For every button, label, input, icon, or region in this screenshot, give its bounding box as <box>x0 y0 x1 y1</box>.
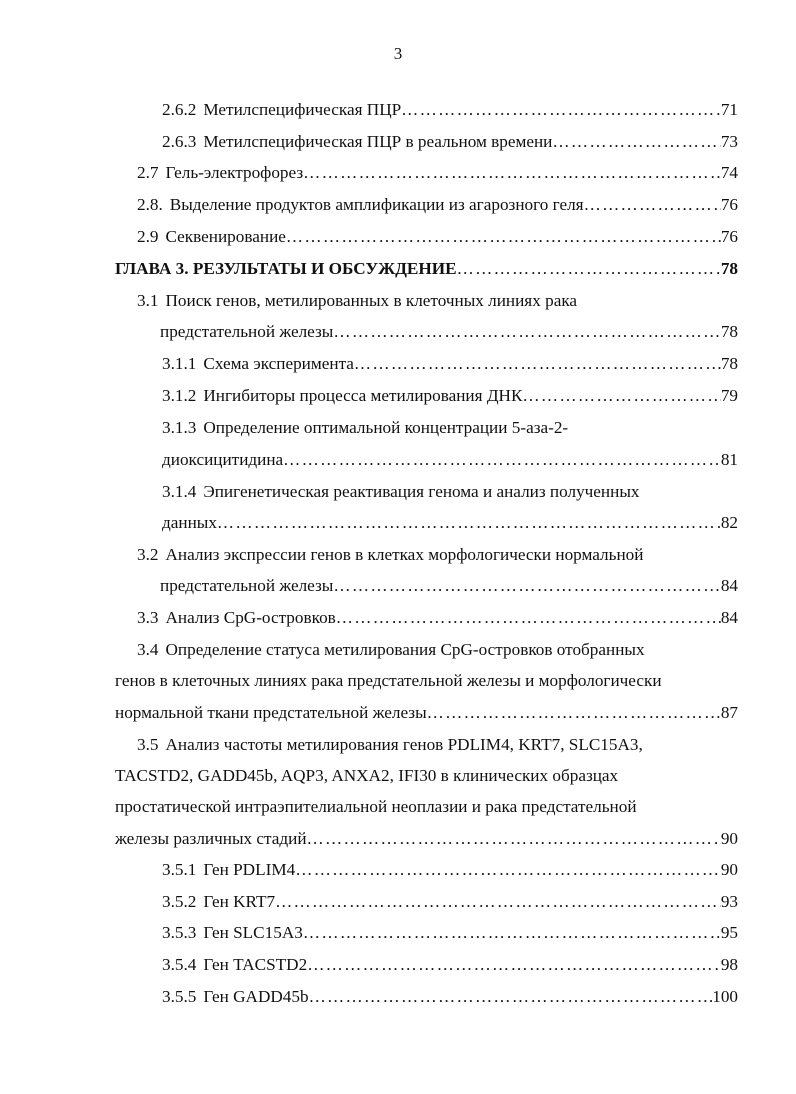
toc-page: 98 <box>720 955 738 974</box>
toc-title: Анализ экспрессии генов в клетках морфологически нормальной <box>165 545 644 564</box>
toc-page: 78 <box>720 259 738 278</box>
dot-leader <box>283 450 721 470</box>
toc-title: Определение оптимальной концентрации 5-аза-2- <box>203 418 569 437</box>
toc-entry-3-2-line2 <box>160 576 738 602</box>
toc-title-continued: железы различных стадий <box>115 829 307 848</box>
toc-title: Ген SLC15A3 <box>203 923 303 942</box>
toc-page: 76 <box>720 227 738 246</box>
toc-page: 76 <box>720 195 738 214</box>
toc-page: 71 <box>720 100 738 119</box>
toc-page: 84 <box>720 576 738 595</box>
dot-leader <box>457 259 721 279</box>
toc-page: 93 <box>720 892 738 911</box>
toc-entry-3-1-3-line1 <box>162 418 568 444</box>
dot-leader <box>307 955 721 975</box>
toc-page: 84 <box>720 608 738 627</box>
dot-leader <box>275 892 721 912</box>
toc-entry-3-1-line2 <box>160 322 738 348</box>
toc-number: 3.5.3 <box>162 923 197 942</box>
toc-number: 3.5.2 <box>162 892 197 911</box>
toc-title: Поиск генов, метилированных в клеточных линиях рака <box>165 291 578 310</box>
toc-number: 3.1.1 <box>162 354 197 373</box>
toc-number: 3.5 <box>137 735 159 754</box>
toc-title: Метилспецифическая ПЦР <box>203 100 402 119</box>
toc-title: Ингибиторы процесса метилирования ДНК <box>203 386 523 405</box>
toc-number: 3.5.5 <box>162 987 197 1006</box>
toc-page: 90 <box>720 829 738 848</box>
toc-title-continued: предстательной железы <box>160 322 334 341</box>
toc-page: 82 <box>720 513 738 532</box>
toc-title: Гель-электрофорез <box>165 163 304 182</box>
toc-title: Анализ CpG-островков <box>165 608 336 627</box>
toc-number: 3.1 <box>137 291 159 310</box>
toc-title: Ген KRT7 <box>203 892 276 911</box>
toc-entry-3-5-1 <box>162 860 738 886</box>
dot-leader <box>303 923 721 943</box>
dot-leader <box>333 322 720 342</box>
dot-leader <box>303 163 721 183</box>
toc-title-continued: данных <box>162 513 217 532</box>
dot-leader <box>286 227 721 247</box>
toc-number: 2.7 <box>137 163 159 182</box>
toc-entry-3-4-line2 <box>115 671 662 697</box>
toc-entry-3-4-line1 <box>137 640 645 666</box>
toc-title-continued: нормальной ткани предстательной железы <box>115 703 427 722</box>
dot-leader <box>307 829 721 849</box>
toc-title: Выделение продуктов амплификации из агарозного геля <box>169 195 584 214</box>
toc-page: 78 <box>720 322 738 341</box>
dot-leader <box>217 513 721 533</box>
toc-title: Эпигенетическая реактивация генома и анализ полученных <box>203 482 640 501</box>
toc-page: 78 <box>720 354 738 373</box>
toc-number: 2.6.2 <box>162 100 197 119</box>
toc-chapter-3 <box>115 259 738 285</box>
toc-entry-3-1-line1 <box>137 291 577 317</box>
toc-entry-3-5-4 <box>162 955 738 981</box>
toc-entry-3-5-5 <box>162 987 738 1013</box>
toc-title-continued: TACSTD2, GADD45b, AQP3, ANXA2, IFI30 в клинических образцах <box>115 766 619 785</box>
toc-entry-3-5-line3 <box>115 797 637 823</box>
toc-entry-3-1-1 <box>162 354 738 380</box>
toc-number: 3.1.4 <box>162 482 197 501</box>
toc-entry-3-5-line2 <box>115 766 618 792</box>
toc-entry-2-6-2 <box>162 100 738 126</box>
toc-page: 95 <box>720 923 738 942</box>
toc-page: 73 <box>720 132 738 151</box>
toc-title: Ген TACSTD2 <box>203 955 308 974</box>
dot-leader <box>401 100 721 120</box>
toc-page: 100 <box>712 987 738 1006</box>
dot-leader <box>333 576 720 596</box>
toc-title-continued: генов в клеточных линиях рака предстательной железы и морфологически <box>115 671 662 690</box>
toc-entry-3-5-2 <box>162 892 738 918</box>
toc-entry-3-1-2 <box>162 386 738 412</box>
toc-title: ГЛАВА 3. РЕЗУЛЬТАТЫ И ОБСУЖДЕНИЕ <box>115 259 457 278</box>
toc-entry-3-5-line4 <box>115 829 738 855</box>
toc-entry-3-2-line1 <box>137 545 643 571</box>
toc-number: 3.2 <box>137 545 159 564</box>
toc-title: Схема эксперимента <box>203 354 354 373</box>
toc-number: 3.1.3 <box>162 418 197 437</box>
toc-title-continued: предстательной железы <box>160 576 334 595</box>
toc-title-continued: диоксицитидина <box>162 450 284 469</box>
toc-entry-3-1-4-line2 <box>162 513 738 539</box>
toc-number: 2.9 <box>137 227 159 246</box>
toc-page: 79 <box>720 386 738 405</box>
toc-entry-3-4-line3 <box>115 703 738 729</box>
toc-number: 2.6.3 <box>162 132 197 151</box>
toc-entry-3-1-4-line1 <box>162 482 639 508</box>
toc-title: Метилспецифическая ПЦР в реальном времени <box>203 132 553 151</box>
toc-title: Ген GADD45b <box>203 987 309 1006</box>
dot-leader <box>295 860 721 880</box>
dot-leader <box>309 987 713 1007</box>
toc-entry-3-5-3 <box>162 923 738 949</box>
toc-entry-3-5-line1 <box>137 735 643 761</box>
toc-number: 3.4 <box>137 640 159 659</box>
toc-title: Определение статуса метилирования CpG-островков отобранных <box>165 640 645 659</box>
toc-title-continued: простатической интраэпителиальной неоплазии и рака предстательной <box>115 797 637 816</box>
toc-entry-2-6-3 <box>162 132 738 158</box>
toc-entry-2-8 <box>137 195 738 221</box>
toc-number: 2.8. <box>137 195 163 214</box>
toc-entry-2-9 <box>137 227 738 253</box>
dot-leader <box>354 354 721 374</box>
toc-entry-3-1-3-line2 <box>162 450 738 476</box>
toc-number: 3.5.1 <box>162 860 197 879</box>
page-number: 3 <box>393 44 403 63</box>
dot-leader <box>522 386 720 406</box>
toc-entry-3-3 <box>137 608 738 634</box>
toc-page: 74 <box>720 163 738 182</box>
toc-title: Секвенирование <box>165 227 286 246</box>
dot-leader <box>552 132 720 152</box>
toc-page: 90 <box>720 860 738 879</box>
toc-page: 81 <box>720 450 738 469</box>
toc-title: Анализ частоты метилирования генов PDLIM4, KRT7, SLC15A3, <box>165 735 643 754</box>
toc-number: 3.5.4 <box>162 955 197 974</box>
dot-leader <box>584 195 721 215</box>
toc-number: 3.3 <box>137 608 159 627</box>
toc-number: 3.1.2 <box>162 386 197 405</box>
dot-leader <box>336 608 721 628</box>
dot-leader <box>427 703 721 723</box>
toc-page: 87 <box>720 703 738 722</box>
toc-entry-2-7 <box>137 163 738 189</box>
toc-title: Ген PDLIM4 <box>203 860 296 879</box>
